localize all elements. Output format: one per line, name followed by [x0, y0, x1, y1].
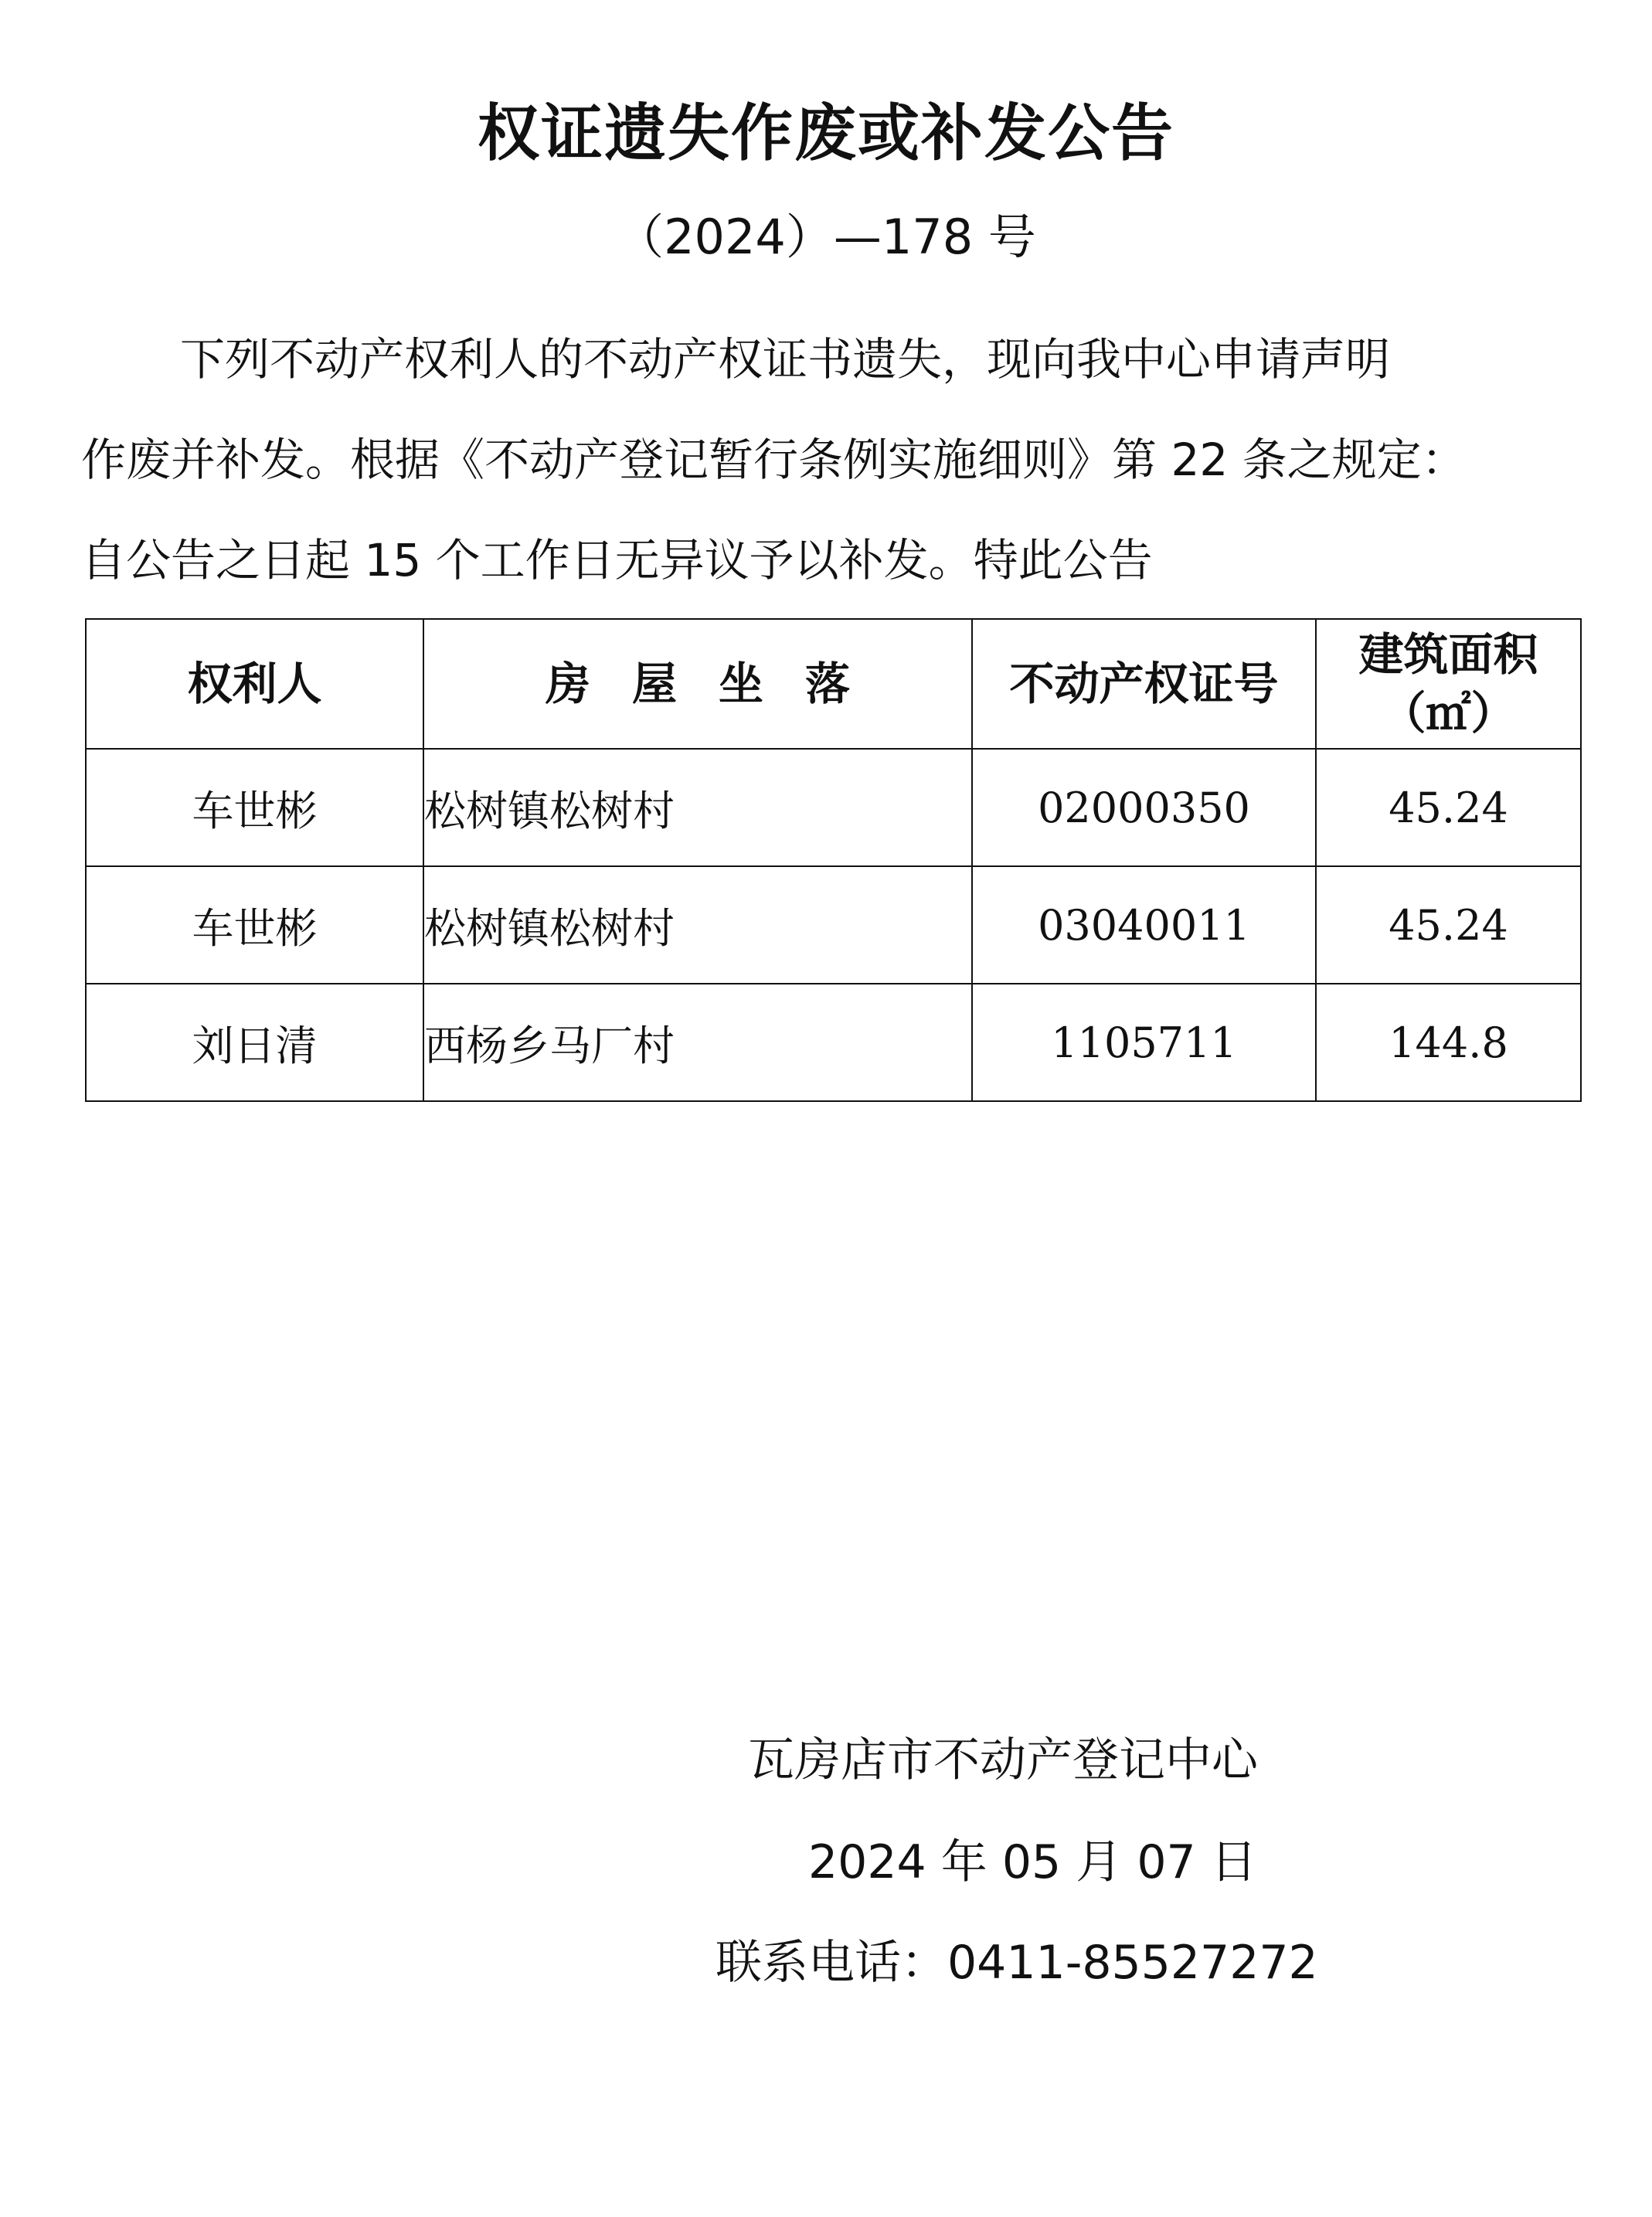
header-cert-no: 不动产权证号	[972, 619, 1316, 749]
table-row	[86, 866, 1581, 984]
cell-owner: 车世彬	[86, 866, 423, 984]
cell-cert-no: 02000350	[972, 749, 1316, 866]
notice-title: 权证遗失作废或补发公告	[478, 97, 1174, 169]
table-row	[86, 984, 1581, 1101]
cell-location: 松树镇松树村	[423, 866, 972, 984]
body-line: 作废并补发。根据《不动产登记暂行条例实施细则》第 22 条之规定：	[81, 434, 1467, 486]
body-line: 自公告之日起 15 个工作日无异议予以补发。特此公告	[81, 534, 1153, 587]
notice-body	[81, 309, 1584, 610]
cell-location: 松树镇松树村	[423, 749, 972, 866]
table-header-row	[86, 619, 1581, 749]
header-area-unit: （㎡）	[1381, 687, 1516, 740]
cell-owner: 刘日清	[86, 984, 423, 1101]
cell-cert-no: 1105711	[972, 984, 1316, 1101]
issue-date: 2024 年 05 月 07 日	[808, 1835, 1257, 1889]
table-row	[86, 749, 1581, 866]
issuing-organization: 瓦房店市不动产登记中心	[748, 1733, 1258, 1787]
header-area	[1316, 619, 1581, 749]
cell-owner: 车世彬	[86, 749, 423, 866]
contact-phone: 联系电话：0411-85527272	[716, 1936, 1318, 1990]
cell-area: 45.24	[1316, 866, 1581, 984]
body-line: 下列不动产权利人的不动产权证书遗失，现向我中心申请声明	[180, 333, 1391, 386]
cell-area: 144.8	[1316, 984, 1581, 1101]
header-location-label: 房屋坐落	[545, 658, 892, 710]
certificate-table	[85, 618, 1582, 1102]
cell-cert-no: 03040011	[972, 866, 1316, 984]
header-area-label: 建筑面积	[1358, 628, 1538, 681]
cell-area: 45.24	[1316, 749, 1581, 866]
notice-number: （2024）—178 号	[616, 209, 1036, 265]
header-owner: 权利人	[86, 619, 423, 749]
header-location	[423, 619, 972, 749]
cell-location: 西杨乡马厂村	[423, 984, 972, 1101]
